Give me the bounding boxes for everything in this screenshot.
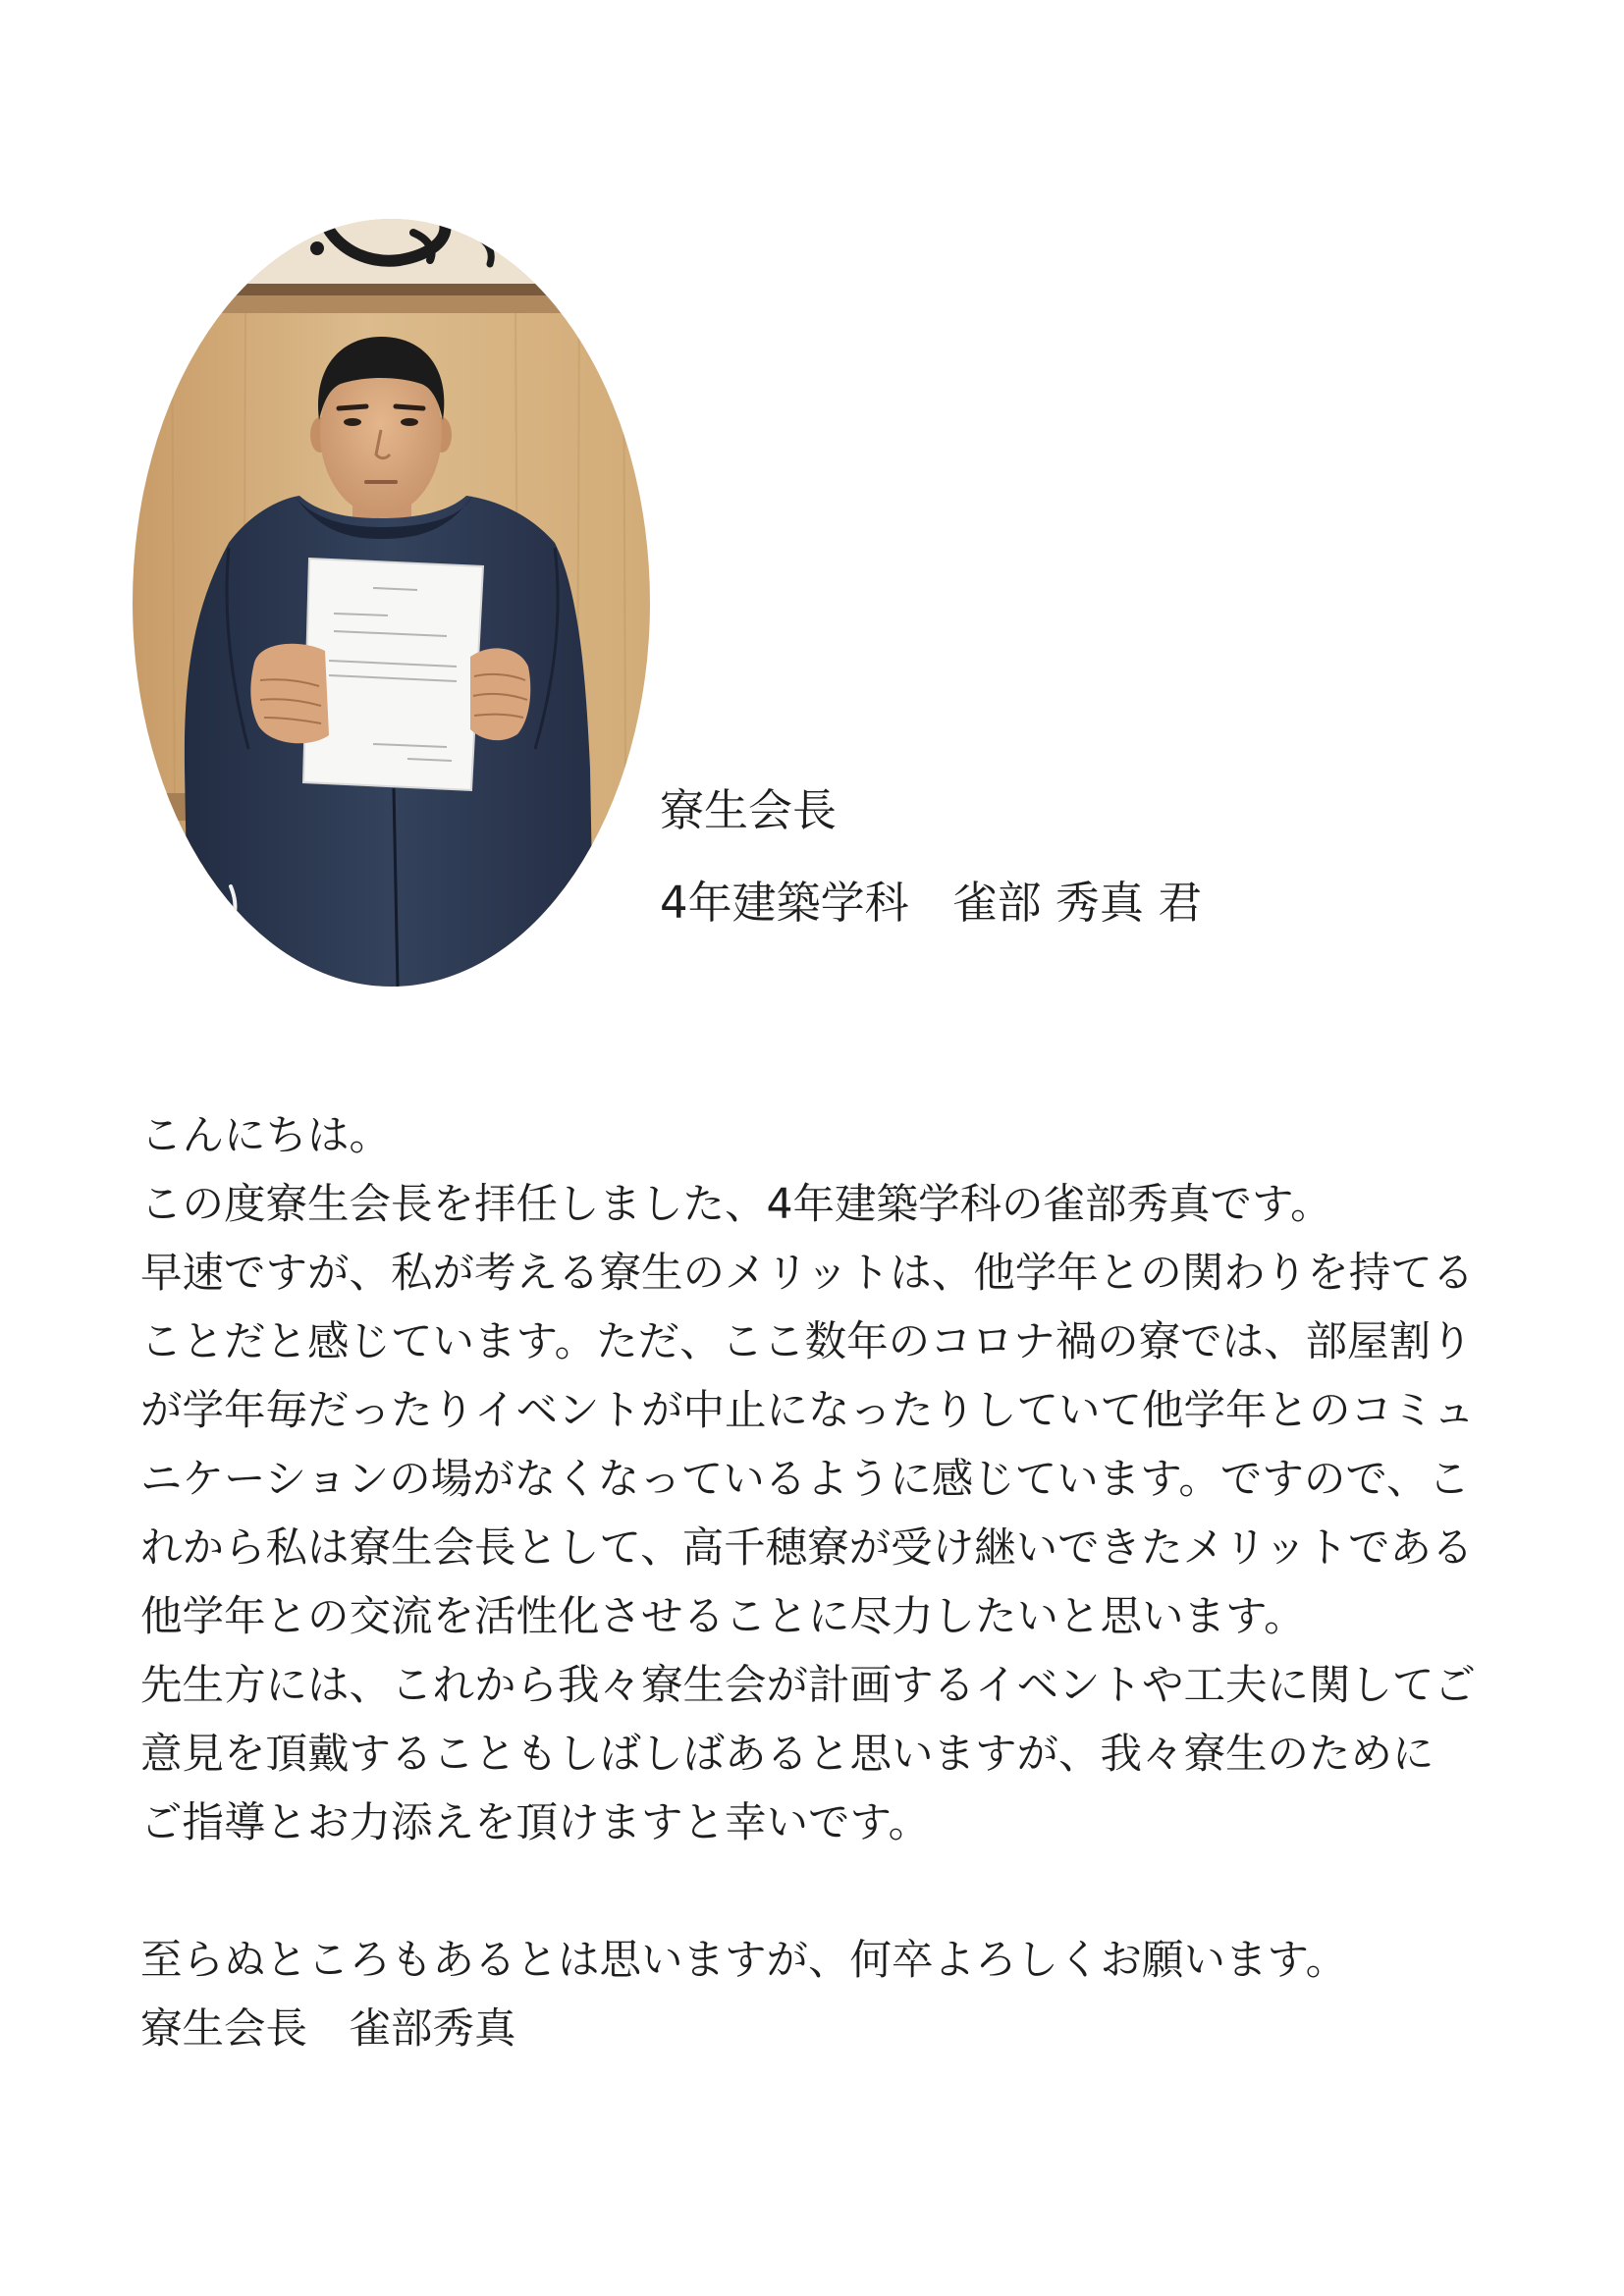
body-line: ニケーションの場がなくなっているように感じています。ですので、こ bbox=[140, 1456, 1471, 1504]
calligraphy-frame bbox=[133, 219, 650, 313]
calligraphy-board bbox=[133, 219, 650, 286]
caption-role: 寮生会長 bbox=[660, 784, 838, 836]
frame-bottom bbox=[133, 284, 650, 295]
caption-name: 4年建築学科 雀部 秀真 君 bbox=[660, 877, 1203, 929]
closing-line: 至らぬところもあるとは思いますが、何卒よろしくお願います。 bbox=[140, 1937, 1348, 1985]
paragraph-gap bbox=[140, 1858, 1476, 1927]
body-line: 他学年との交流を活性化させることに尽力したいと思います。 bbox=[140, 1593, 1306, 1641]
left-eyebrow bbox=[339, 406, 366, 408]
signature-line: 寮生会長 雀部秀真 bbox=[140, 2005, 516, 2054]
body-line: ことだと感じています。ただ、ここ数年のコロナ禍の寮では、部屋割り bbox=[140, 1318, 1473, 1366]
body-line: 先生方には、これから我々寮生会が計画するイベントや工夫に関してご bbox=[140, 1662, 1477, 1710]
body-line: れから私は寮生会長として、高千穂寮が受け継いできたメリットである bbox=[140, 1524, 1474, 1573]
right-eyebrow bbox=[396, 406, 423, 408]
body-line: こんにちは。 bbox=[140, 1112, 392, 1160]
body-line: 早速ですが、私が考える寮生のメリットは、他学年との関わりを持てる bbox=[140, 1250, 1475, 1298]
body-line: 意見を頂戴することもしばしばあると思いますが、我々寮生のために bbox=[140, 1731, 1435, 1779]
portrait-photo bbox=[133, 219, 650, 987]
body-line: この度寮生会長を拝任しました、4年建築学科の雀部秀真です。 bbox=[140, 1181, 1332, 1229]
brush-dot bbox=[310, 241, 324, 255]
caption bbox=[660, 765, 1202, 949]
certificate-paper bbox=[303, 559, 483, 790]
left-hand bbox=[250, 644, 329, 744]
left-eye bbox=[344, 418, 361, 426]
body-line: が学年毎だったりイベントが中止になったりしていて他学年とのコミュ bbox=[140, 1387, 1476, 1435]
frame-trim bbox=[133, 295, 650, 313]
message-body bbox=[140, 1102, 1476, 2064]
right-eye bbox=[401, 418, 418, 426]
body-line: ご指導とお力添えを頂けますと幸いです。 bbox=[140, 1799, 931, 1847]
photo-content bbox=[133, 219, 650, 987]
